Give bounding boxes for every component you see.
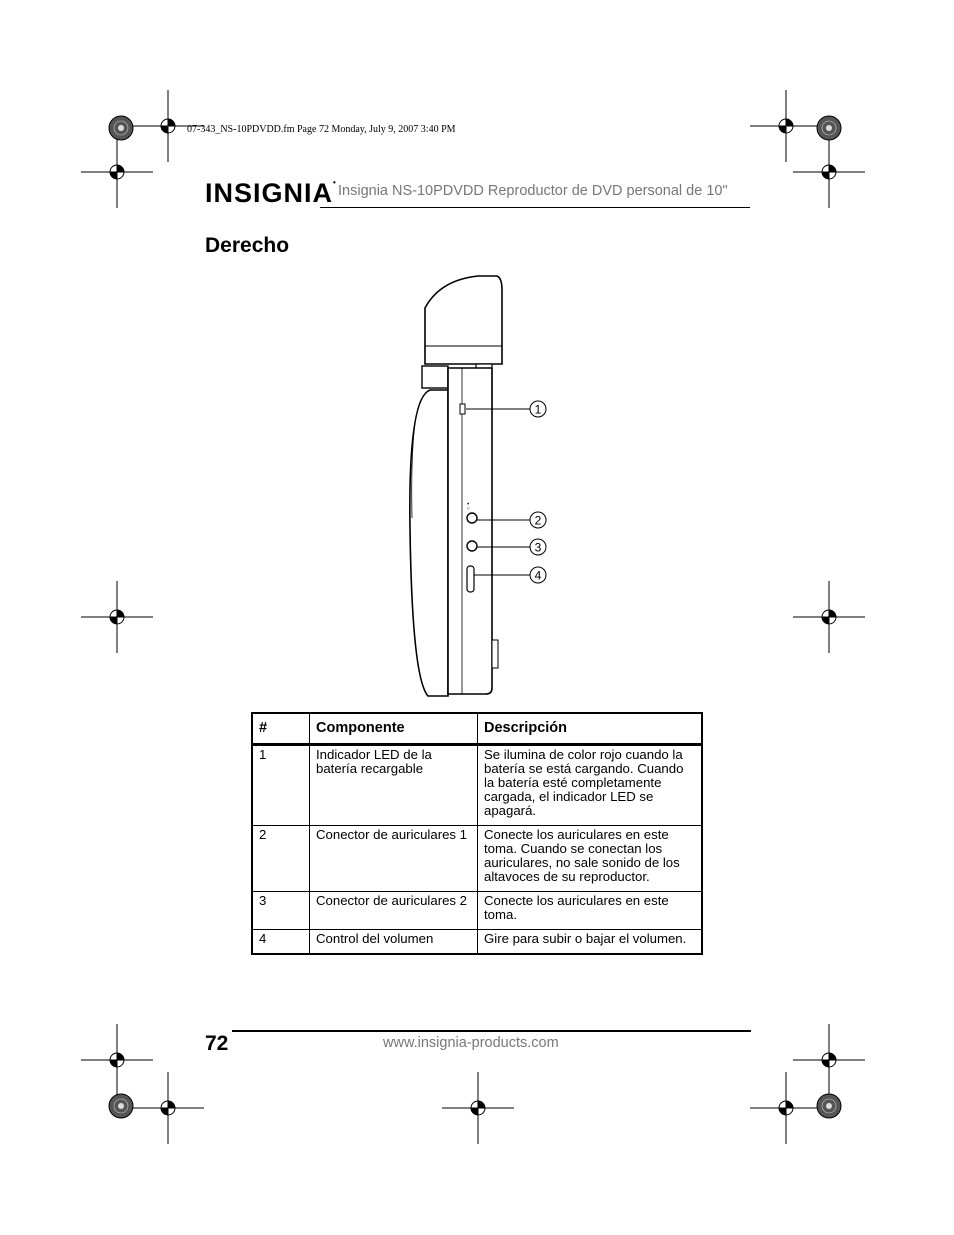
column-header: # <box>252 713 310 745</box>
insignia-logo: INSIGNIA• <box>205 178 337 208</box>
callout-2: 2 <box>534 513 542 528</box>
row-number: 4 <box>252 930 310 955</box>
row-number: 1 <box>252 745 310 826</box>
component-name: Conector de auriculares 1 <box>310 826 478 892</box>
column-header: Componente <box>310 713 478 745</box>
row-number: 2 <box>252 826 310 892</box>
component-name: Indicador LED de la batería recargable <box>310 745 478 826</box>
component-description: Gire para subir o bajar el volumen. <box>478 930 703 955</box>
component-name: Conector de auriculares 2 <box>310 892 478 930</box>
section-title: Derecho <box>205 234 290 257</box>
row-number: 3 <box>252 892 310 930</box>
component-name: Control del volumen <box>310 930 478 955</box>
svg-text:○ ▪: ○ ▪ <box>466 502 472 510</box>
component-description: Conecte los auriculares en este toma. <box>478 892 703 930</box>
column-header: Descripción <box>478 713 703 745</box>
callout-3: 3 <box>534 540 542 555</box>
page-number: 72 <box>205 1032 229 1055</box>
callout-1: 1 <box>534 402 542 417</box>
component-description: Conecte los auriculares en este toma. Cuando se conectan los auriculares, no sale sonido de los altavoces de su reproductor. <box>478 826 703 892</box>
header-title: Insignia NS-10PDVDD Reproductor de DVD personal de 10" <box>338 183 728 199</box>
print-slug: 07-343_NS-10PDVDD.fm Page 72 Monday, July 9, 2007 3:40 PM <box>187 124 456 135</box>
component-description: Se ilumina de color rojo cuando la batería se está cargando. Cuando la batería esté completamente cargada, el indicador LED se apagará. <box>478 745 703 826</box>
footer-url: www.insignia-products.com <box>383 1035 559 1051</box>
callout-4: 4 <box>534 568 542 583</box>
